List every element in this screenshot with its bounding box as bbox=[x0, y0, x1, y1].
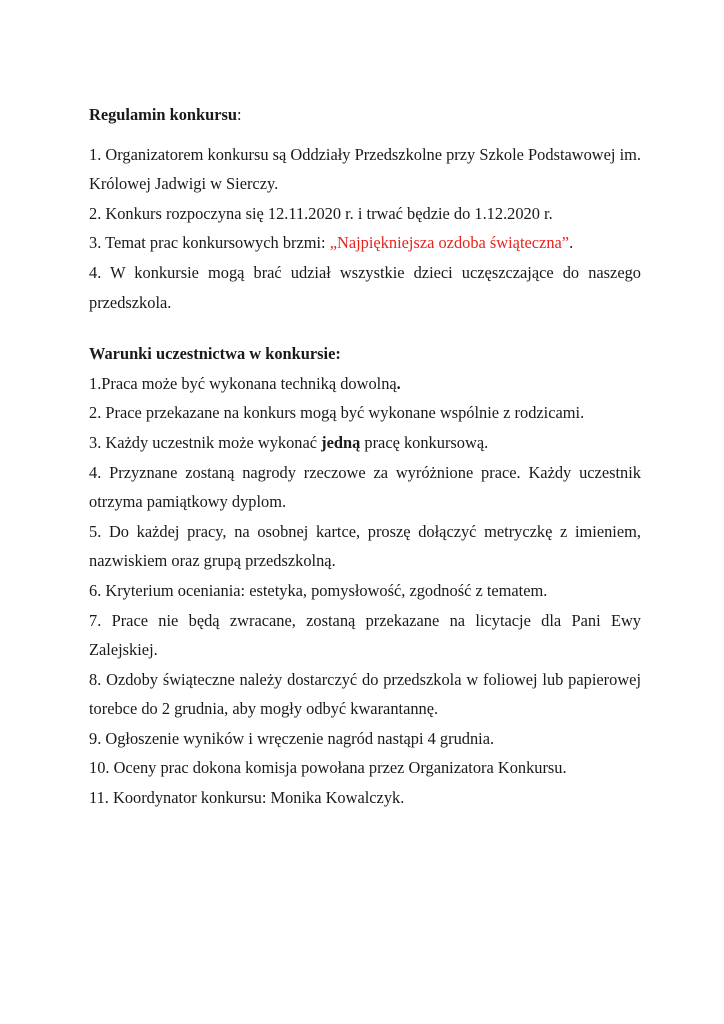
conditions-heading: Warunki uczestnictwa w konkursie: bbox=[89, 344, 341, 364]
rules-heading-text: Regulamin konkursu bbox=[89, 105, 238, 124]
conditions-item-9: 9. Ogłoszenie wyników i wręczenie nagród nastąpi 4 grudnia. bbox=[89, 728, 495, 748]
rules-item-3-suffix: . bbox=[569, 233, 574, 253]
conditions-item-1-dot: . bbox=[396, 373, 401, 393]
conditions-item-1-text: 1.Praca może być wykonana techniką dowolną bbox=[89, 373, 397, 393]
conditions-item-3-bold: jedną bbox=[321, 432, 361, 452]
conditions-item-3 bbox=[89, 428, 641, 458]
contest-theme-highlight: „Najpiękniejsza ozdoba świąteczna” bbox=[329, 233, 570, 253]
rules-item-2: 2. Konkurs rozpoczyna się 12.11.2020 r. i trwać będzie do 1.12.2020 r. bbox=[89, 203, 553, 223]
conditions-item-3-suffix: pracę konkursową. bbox=[360, 432, 489, 452]
conditions-item-4: 4. Przyznane zostaną nagrody rzeczowe za wyróżnione prace. Każdy uczestnik otrzyma pamiątkowy dyplom. bbox=[89, 462, 641, 512]
conditions-item-2: 2. Prace przekazane na konkurs mogą być wykonane wspólnie z rodzicami. bbox=[89, 403, 585, 423]
conditions-item-8: 8. Ozdoby świąteczne należy dostarczyć do przedszkola w foliowej lub papierowej torebce do 2 grudnia, aby mogły odbyć kwarantannę. bbox=[89, 669, 641, 719]
rules-heading bbox=[89, 100, 641, 130]
conditions-item-5: 5. Do każdej pracy, na osobnej kartce, proszę dołączyć metryczkę z imieniem, nazwiskiem oraz grupą przedszkolną. bbox=[89, 521, 641, 571]
rules-item-3 bbox=[89, 228, 641, 258]
conditions-item-10: 10. Oceny prac dokona komisja powołana przez Organizatora Konkursu. bbox=[89, 758, 567, 778]
conditions-item-3-prefix: 3. Każdy uczestnik może wykonać bbox=[89, 432, 322, 452]
conditions-item-1 bbox=[89, 369, 641, 399]
rules-heading-colon: : bbox=[237, 105, 242, 124]
rules-item-4: 4. W konkursie mogą brać udział wszystkie dzieci uczęszczające do naszego przedszkola. bbox=[89, 262, 641, 312]
conditions-item-7: 7. Prace nie będą zwracane, zostaną przekazane na licytacje dla Pani Ewy Zalejskiej. bbox=[89, 610, 641, 660]
rules-item-3-prefix: 3. Temat prac konkursowych brzmi: bbox=[89, 233, 330, 253]
conditions-item-11: 11. Koordynator konkursu: Monika Kowalczyk. bbox=[89, 788, 405, 808]
spacer bbox=[89, 130, 641, 140]
section-spacer bbox=[89, 317, 641, 339]
conditions-item-6: 6. Kryterium oceniania: estetyka, pomysłowość, zgodność z tematem. bbox=[89, 580, 548, 600]
rules-item-1: 1. Organizatorem konkursu są Oddziały Przedszkolne przy Szkole Podstawowej im. Królowej Jadwigi w Sierczy. bbox=[89, 144, 641, 194]
document-page bbox=[89, 100, 641, 813]
